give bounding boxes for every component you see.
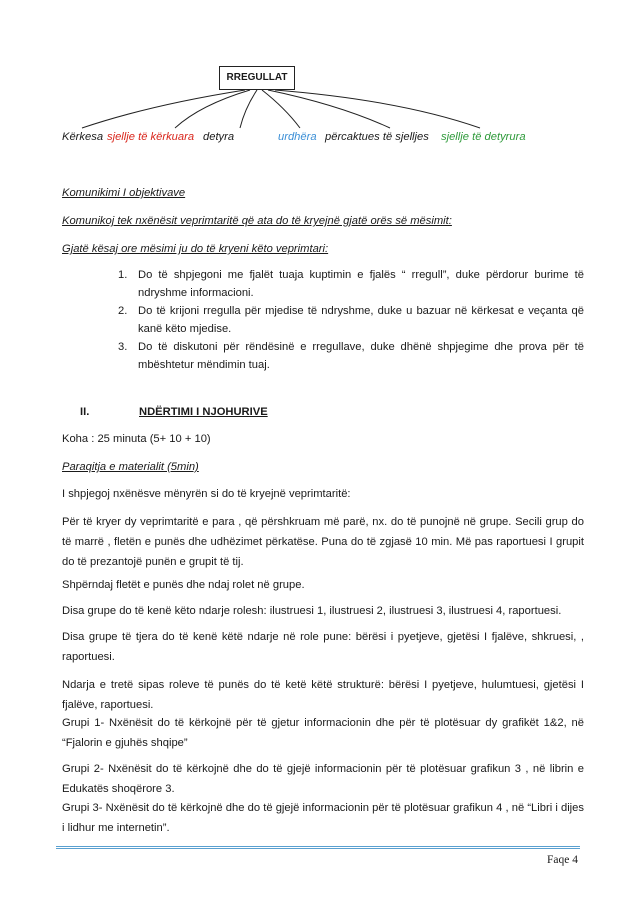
objectives-intro: Gjatë kësaj ore mësimi ju do të kryeni këto veprimtari:	[62, 243, 329, 255]
list-number: 1.	[118, 269, 128, 281]
objectives-subheading: Komunikoj tek nxënësit veprimtaritë që ata do të kryejnë gjatë orës së mësimit:	[62, 215, 452, 227]
paragraph: I shpjegoj nxënësve mënyrën si do të kryejnë veprimtaritë:	[62, 488, 351, 500]
paragraph: Grupi 1- Nxënësit do të kërkojnë për të gjetur informacionin dhe për të plotësuar dy grafikët 1&2, në “Fjalorin e gjuhës shqipe”	[62, 717, 584, 749]
list-item: Do të diskutoni për rëndësinë e rregullave, duke dhënë shpjegime dhe prova për të mbështetur mëndimin tuaj.	[138, 341, 584, 371]
category-label: përcaktues të sjelljes	[325, 131, 429, 143]
section-numeral: II.	[80, 406, 90, 418]
paragraph: Grupi 2- Nxënësit do të kërkojnë dhe do të gjejë informacionin për të plotësuar grafikun 3 , në librin e Edukatës shoqërore 3.	[62, 763, 584, 795]
connector-line	[82, 90, 245, 128]
list-item: Do të shpjegoni me fjalët tuaja kuptimin e fjalës “ rregull”, duke përdorur burime të ndryshme informacioni.	[138, 269, 584, 299]
connector-lines	[0, 0, 638, 140]
category-label: sjellje të kërkuara	[107, 131, 195, 143]
connector-line	[240, 90, 257, 128]
list-item: Do të krijoni rregulla për mjedise të ndryshme, duke u bazuar në kërkesat e veçanta që kanë këto mjedise.	[138, 305, 584, 335]
time-text: Koha : 25 minuta (5+ 10 + 10)	[62, 433, 211, 445]
category-label: sjellje të detyrura	[441, 131, 526, 143]
paragraph: Shpërndaj fletët e punës dhe ndaj rolet në grupe.	[62, 579, 305, 591]
category-label: detyra	[203, 131, 235, 143]
paragraph: Ndarja e tretë sipas roleve të punës do të ketë këtë strukturë: bërësi I pyetjeve, hulumtuesi, gjetësi I fjalëve, raportuesi.	[62, 679, 584, 711]
list-number: 3.	[118, 341, 128, 353]
footer-rule	[56, 846, 580, 847]
page-number: Faqe 4	[547, 854, 578, 866]
objectives-heading: Komunikimi I objektivave	[62, 187, 186, 199]
paragraph: Disa grupe të tjera do të kenë këtë ndarje në role pune: bërësi i pyetjeve, gjetësi I fjalëve, shkruesi, , raportuesi.	[62, 631, 584, 663]
rules-box: RREGULLAT	[219, 66, 295, 90]
footer-rule	[56, 848, 580, 849]
category-label: Kërkesa	[62, 131, 104, 143]
paragraph: Disa grupe do të kenë këto ndarje rolesh: ilustruesi 1, ilustruesi 2, ilustruesi 3, ilustruesi 4, raportuesi.	[62, 605, 562, 617]
section-title: NDËRTIMI I NJOHURIVE	[139, 406, 268, 418]
paragraph: Grupi 3- Nxënësit do të kërkojnë dhe do të gjejë informacionin për të plotësuar grafikun 4 , në “Libri i dijes i lidhur me internetin”.	[62, 802, 584, 834]
list-number: 2.	[118, 305, 128, 317]
category-label: urdhëra	[278, 131, 317, 143]
paragraph: Për të kryer dy veprimtaritë e para , që përshkruam më parë, nx. do të punojnë në grupe. Secili grup do të marrë , fletën e punës dhe udhëzimet përkatëse. Puna do të zgjasë 10 min. Më pas raportuesi I grupit do të prezantojë punën e grupit të tij.	[62, 516, 584, 568]
material-heading: Paraqitja e materialit (5min)	[62, 461, 199, 473]
